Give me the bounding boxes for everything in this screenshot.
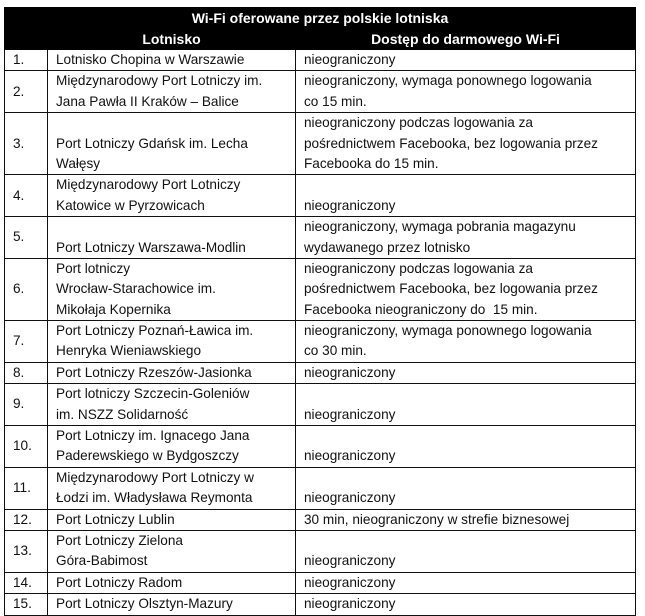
airport-name-line: Międzynarodowy Port Lotniczy w [56,469,254,485]
table-row [5,50,636,71]
row-number: 9. [5,384,48,426]
wifi-access-line: nieograniczony podczas logowania za [304,115,533,131]
table-row [5,594,636,615]
airport-name-cell [48,321,296,363]
airport-name-line: im. NSZZ Solidarność [56,406,189,422]
airport-name-line: Port Lotniczy Poznań-Ławica im. [56,323,254,339]
row-number: 2. [5,71,48,113]
table-row [5,467,636,509]
row-number: 7. [5,321,48,363]
wifi-access-line: co 15 min. [304,93,367,109]
table-row [5,321,636,363]
wifi-access-cell [296,50,636,71]
wifi-access-cell [296,426,636,468]
table-row [5,384,636,426]
row-number: 13. [5,531,48,573]
wifi-access-cell [296,509,636,530]
airport-name-cell [48,258,296,320]
row-number: 5. [5,217,48,259]
wifi-access-line: nieograniczony [304,197,396,213]
row-number: 8. [5,362,48,383]
airport-name-line: Międzynarodowy Port Lotniczy im. [56,73,263,89]
wifi-access-cell [296,572,636,593]
airport-name-cell [48,50,296,71]
airport-name-cell [48,594,296,615]
table-header [5,8,636,50]
airport-name-line: Góra-Babimost [56,553,148,569]
row-number: 11. [5,467,48,509]
wifi-access-line: co 30 min. [304,343,367,359]
wifi-access-cell [296,175,636,217]
wifi-access-line: nieograniczony [304,364,396,380]
row-number: 12. [5,509,48,530]
airport-name-line: Lotnisko Chopina w Warszawie [56,52,245,67]
airport-name-line: Port Lotniczy Zielona [56,533,183,549]
table-row [5,258,636,320]
table-row [5,362,636,383]
airport-name-line: Port Lotniczy Warszawa-Modlin [56,239,246,255]
wifi-access-line: nieograniczony podczas logowania za [304,260,533,276]
airport-name-line: Katowice w Pyrzowicach [56,197,205,213]
wifi-access-line: nieograniczony [304,448,396,464]
wifi-access-line [304,531,635,551]
row-number: 1. [5,50,48,71]
wifi-access-cell [296,71,636,113]
airport-name-line: Port Lotniczy Olsztyn-Mazury [56,596,233,612]
table-row [5,113,636,175]
wifi-access-line [304,468,635,488]
wifi-access-line: pośrednictwem Facebooka, bez logowania przez [304,135,598,151]
table-body [5,50,636,616]
airport-name-line: Wałęsy [56,155,101,171]
airport-name-cell [48,113,296,175]
row-number: 3. [5,113,48,175]
airport-name-line [56,217,295,237]
airport-name-cell [48,362,296,383]
table-row [5,509,636,530]
airport-name-cell [48,71,296,113]
wifi-access-cell [296,217,636,259]
wifi-access-line: wydawanego przez lotnisko [304,239,471,255]
wifi-access-line: nieograniczony, wymaga ponownego logowania [304,323,592,339]
wifi-access-cell [296,113,636,175]
wifi-access-line [304,426,635,446]
airport-name-cell [48,217,296,259]
airport-name-line: Mikołaja Kopernika [56,301,171,317]
column-header-wifi: Dostęp do darmowego Wi-Fi [296,29,636,50]
wifi-access-line: nieograniczony [304,52,396,67]
airport-name-line: Wrocław-Starachowice im. [56,281,216,297]
airport-name-line: Port lotniczy Szczecin-Goleniów [56,386,250,402]
wifi-access-cell [296,362,636,383]
row-number: 10. [5,426,48,468]
table-row [5,426,636,468]
airport-name-line: Port Lotniczy Lublin [56,511,175,527]
wifi-access-cell [296,384,636,426]
airport-name-line: Henryka Wieniawskiego [56,343,202,359]
row-number: 14. [5,572,48,593]
wifi-access-cell [296,531,636,573]
airport-name-line: Łodzi im. Władysława Reymonta [56,490,253,506]
airport-name-line: Port Lotniczy Rzeszów-Jasionka [56,364,252,380]
wifi-access-cell [296,467,636,509]
column-header-number [5,29,48,50]
airport-name-cell [48,509,296,530]
wifi-access-line: nieograniczony [304,490,396,506]
wifi-access-line [304,384,635,404]
table-row [5,71,636,113]
column-header-airport: Lotnisko [48,29,296,50]
airport-name-line: Paderewskiego w Bydgoszczy [56,448,239,464]
wifi-access-line: Facebooka nieograniczony do 15 min. [304,301,538,317]
wifi-access-line: Facebooka do 15 min. [304,155,439,171]
airport-name-cell [48,384,296,426]
row-number: 15. [5,594,48,615]
column-header-row [5,29,636,50]
airport-name-line: Port Lotniczy im. Ignacego Jana [56,428,250,444]
airport-name-line: Port Lotniczy Gdańsk im. Lecha [56,135,248,151]
airport-name-cell [48,531,296,573]
airport-name-line: Port Lotniczy Radom [56,574,183,590]
airport-name-line: Jana Pawła II Kraków – Balice [56,93,239,109]
table-row [5,175,636,217]
wifi-access-line: nieograniczony, wymaga ponownego logowania [304,73,592,89]
airport-name-cell [48,426,296,468]
table-row [5,572,636,593]
row-number: 6. [5,258,48,320]
row-number: 4. [5,175,48,217]
wifi-access-cell [296,594,636,615]
table-title: Wi-Fi oferowane przez polskie lotniska [5,8,636,29]
airport-name-cell [48,572,296,593]
airport-name-line: Port lotniczy [56,260,131,276]
title-row [5,8,636,29]
wifi-access-cell [296,321,636,363]
table-row [5,531,636,573]
airport-name-line [56,113,295,133]
table-row [5,217,636,259]
airport-name-cell [48,175,296,217]
wifi-access-line: nieograniczony [304,574,396,590]
wifi-access-line: nieograniczony, wymaga pobrania magazynu [304,219,576,235]
wifi-airports-table [4,7,636,616]
airport-name-cell [48,467,296,509]
airport-name-line: Międzynarodowy Port Lotniczy [56,177,241,193]
wifi-access-line: nieograniczony [304,406,396,422]
wifi-access-line [304,175,635,195]
wifi-access-cell [296,258,636,320]
wifi-access-line: 30 min, nieograniczony w strefie biznesowej [304,511,570,527]
wifi-access-line: nieograniczony [304,553,396,569]
wifi-access-line: pośrednictwem Facebooka, bez logowania przez [304,281,598,297]
wifi-access-line: nieograniczony [304,596,396,612]
